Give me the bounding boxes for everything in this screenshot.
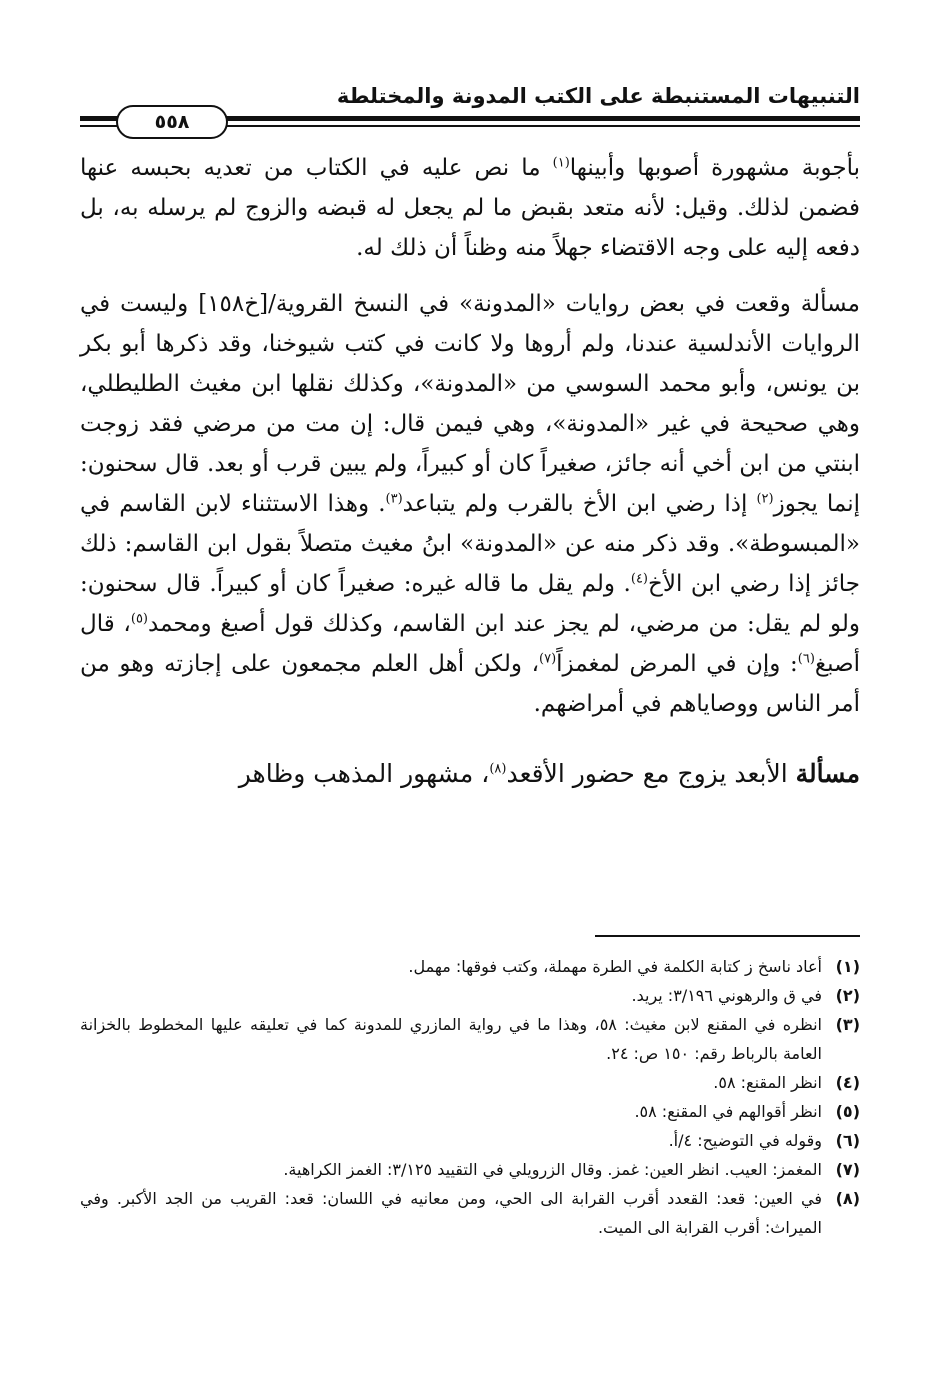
footnote-ref-2: (٢) [756,491,774,507]
text-run: ، مشهور المذهب وظاهر [238,759,490,788]
issue-lead-word: مسألة [795,759,860,788]
text-run: . وهذا الاستثناء لابن القاسم في «المبسوطة». وقد ذكر منه عن «المدونة» ابنُ مغيث متصلاً بقول ابن القاسم: ذلك جائز إذا رضي ابن الأخ [80,491,860,597]
footnote-ref-8: (٨) [489,761,507,777]
footnote-number: (٣) [835,1015,860,1034]
footnote-text: انظر المقنع: ٥٨. [713,1073,822,1092]
text-run: إذا رضي ابن الأخ بالقرب ولم يتباعد [402,491,757,517]
page-number: ٥٥٨ [116,105,228,139]
footnote-ref-1: (١) [552,155,570,171]
text-run: ، ولكن أهل العلم مجمعون على إجازته وهو من أمر الناس ووصاياهم في أمراضهم. [80,651,860,717]
footnote-number: (٧) [835,1160,860,1179]
footnote-ref-5: (٥) [130,611,148,627]
footnote-number: (٨) [835,1189,860,1208]
footnote-ref-3: (٣) [385,491,403,507]
footnote-number: (١) [835,957,860,976]
text-run: . ولم يقل ما قاله غيره: صغيراً كان أو كبيراً. قال سحنون: ولو لم يقل: من مرضي، لم يجز عند ابن القاسم، وكذلك قول أصبغ ومحمد [80,571,860,637]
text-run: ، قال أصبغ [80,611,860,677]
footnote-text: المغمز: العيب. انظر العين: غمز. وقال الزرويلي في التقييد ٣/١٢٥: الغمز الكراهية. [283,1160,822,1179]
text-run: الأبعد يزوج مع حضور الأقعد [506,759,796,788]
footnote-text: في العين: قعد: القعدد أقرب القرابة الى الحي، ومن معانيه في اللسان: قعد: القريب من الجد الأكبر. وفي الميراث: أقرب القرابة الى الميت. [80,1189,822,1237]
footnote-item [80,1097,860,1126]
paragraph-1 [80,148,860,268]
running-title: التنبيهات المستنبطة على الكتب المدونة والمختلطة [336,84,860,108]
footnote-number: (٥) [835,1102,860,1121]
page-header [80,80,860,140]
footnote-separator [595,935,860,937]
footnote-text: انظره في المقنع لابن مغيث: ٥٨، وهذا ما في رواية المازري للمدونة كما في تعليقه عليها المخطوط بالخزانة العامة بالرباط رقم: ١٥٠ ص: ٢٤. [80,1015,822,1063]
footnote-item [80,1155,860,1184]
text-run: ما نص عليه في الكتاب من تعديه بحبسه عنها فضمن لذلك. وقيل: لأنه متعد بقبض ما لم يجعل له قبضه والزوج لم يرسله به، بل دفعه إليه على وجه الاقتضاء جهلاً منه وظناً أن ذلك له. [80,155,860,261]
footnote-item [80,1184,860,1242]
footnote-number: (٢) [835,986,860,1005]
text-run: مسألة وقعت في بعض روايات «المدونة» في النسخ القروية/[خ١٥٨] وليست في الروايات الأندلسية عندنا، ولم أروها ولا كانت في كتب شيوخنا، وقد ذكرها أبو بكر بن يونس، وأبو محمد السوسي من «المدونة»، وكذلك نقلها ابن مغيث الطليطلي، وهي صحيحة في غير «المدونة»، وهي فيمن قال: إن مت من مرضي فقد زوجت ابنتي من ابن أخي أنه جائز، صغيراً كان أو كبيراً، ولم يبين قرب أو بعد. قال سحنون: إنما يجوز [80,291,860,517]
footnote-ref-6: (٦) [797,651,815,667]
footnote-text: في ق والرهوني ٣/١٩٦: يريد. [631,986,822,1005]
footnote-number: (٦) [835,1131,860,1150]
paragraph-3 [80,754,860,794]
footnote-item [80,1068,860,1097]
footnote-item [80,1126,860,1155]
paragraph-2 [80,284,860,724]
footnote-number: (٤) [835,1073,860,1092]
main-text [80,148,860,794]
footnote-ref-7: (٧) [539,651,557,667]
footnote-item [80,1010,860,1068]
text-run: : وإن في المرض لمغمزاً [556,651,798,677]
text-run: بأجوبة مشهورة أصوبها وأبينها [569,155,860,181]
footnotes-list [80,952,860,1242]
footnote-text: أعاد ناسخ ز كتابة الكلمة في الطرة مهملة، وكتب فوقها: مهمل. [408,957,822,976]
footnote-item [80,952,860,981]
footnote-text: وقوله في التوضيح: ٤/أ. [668,1131,822,1150]
footnote-item [80,981,860,1010]
footnote-text: انظر أقوالهم في المقنع: ٥٨. [634,1102,822,1121]
footnote-ref-4: (٤) [630,571,648,587]
